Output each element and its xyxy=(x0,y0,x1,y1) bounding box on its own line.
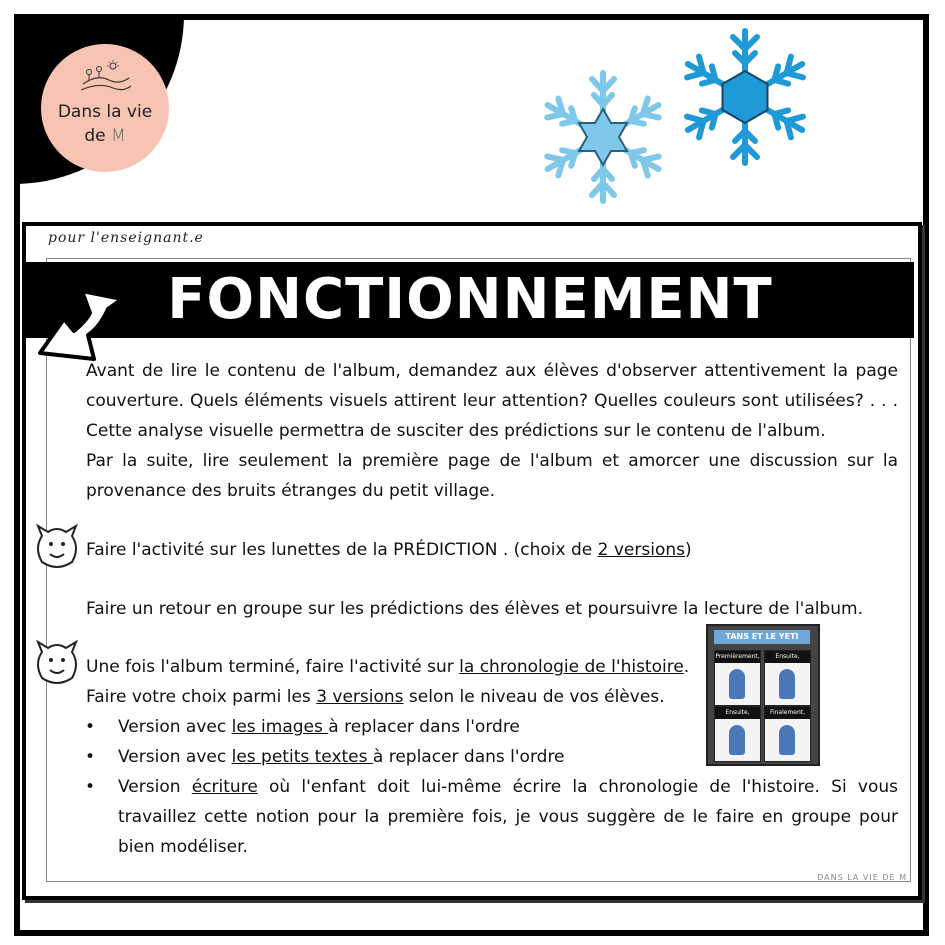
retour-line: Faire un retour en groupe sur les prédictions des élèves et poursuivre la lecture de l'album. xyxy=(86,599,864,619)
photo-cell-label: Ensuite, xyxy=(715,707,760,719)
photo-header: TANS ET LE YETI xyxy=(714,630,810,644)
intro-line-5: provenance des bruits étranges du petit village. xyxy=(86,481,496,501)
logo-badge xyxy=(41,44,169,172)
teacher-label: pour l'enseignant.e xyxy=(48,230,204,246)
activity1-versions-link: 2 versions xyxy=(597,540,685,560)
photo-cell-label: Premièrement, xyxy=(715,651,760,663)
logo-line2 xyxy=(41,124,169,148)
bullet-dot: • xyxy=(85,777,96,797)
activity2-line-1 xyxy=(86,652,696,682)
ecriture-link: écriture xyxy=(191,777,258,797)
bullet3-line-2: travaillez cette notion pour la première fois, je vous suggère de le faire en groupe pour xyxy=(118,807,898,827)
activity1-suffix: ) xyxy=(684,540,692,560)
landscape-icon xyxy=(79,60,131,96)
bullet-dot: • xyxy=(85,747,96,767)
bullet2-prefix: Version avec xyxy=(118,747,232,767)
photo-cell xyxy=(714,706,761,762)
bullet-dot: • xyxy=(85,717,96,737)
photo-cell-label: Ensuite, xyxy=(765,651,810,663)
bullet-item xyxy=(118,712,698,742)
bullet1-prefix: Version avec xyxy=(118,717,232,737)
intro-line-3: Cette analyse visuelle permettra de susciter des prédictions sur le contenu de l'album. xyxy=(86,421,826,441)
photo-cell-label: Finalement, xyxy=(765,707,810,719)
photo-cell xyxy=(764,706,811,762)
yeti-figure xyxy=(779,725,795,755)
activity-photo xyxy=(706,624,820,766)
bullet1-suffix: à replacer dans l'ordre xyxy=(328,717,520,737)
activity2-line2-prefix: Faire votre choix parmi les xyxy=(86,687,317,707)
photo-cell xyxy=(714,650,761,706)
logo-line2-prefix: de xyxy=(84,126,111,146)
yeti-face-icon xyxy=(32,522,82,572)
activity1-line xyxy=(86,535,786,565)
yeti-figure xyxy=(729,669,745,699)
snowflake-dark-icon xyxy=(655,25,835,170)
footer-credit: DANS LA VIE DE M xyxy=(817,873,907,882)
activity1-prefix: Faire l'activité sur les lunettes de la PRÉDICTION . (choix de xyxy=(86,540,598,560)
activity2-line-2 xyxy=(86,682,696,712)
bullet-item xyxy=(118,772,898,802)
logo-line1: Dans la vie xyxy=(57,102,153,122)
bullet3-suffix: où l'enfant doit lui-même écrire la chronologie de l'histoire. Si vous xyxy=(257,777,898,797)
intro-line-2: couverture. Quels éléments visuels attirent leur attention? Quelles couleurs sont utilisées? . . . xyxy=(86,391,898,411)
bullet-item xyxy=(118,742,698,772)
snowflake-light-icon xyxy=(528,65,678,210)
yeti-figure xyxy=(729,725,745,755)
logo-m: M xyxy=(110,126,126,146)
intro-line-4: Par la suite, lire seulement la première page de l'album et amorcer une discussion sur la xyxy=(86,451,898,471)
activity2-line2-suffix: selon le niveau de vos élèves. xyxy=(403,687,665,707)
activity2-line1-prefix: Une fois l'album terminé, faire l'activité sur xyxy=(86,657,460,677)
page-title: FONCTIONNEMENT xyxy=(167,267,773,332)
chronologie-link: la chronologie de l'histoire xyxy=(459,657,684,677)
images-link: les images xyxy=(231,717,329,737)
bullet3-line-3: bien modéliser. xyxy=(118,837,248,857)
bullet2-suffix: à replacer dans l'ordre xyxy=(372,747,565,767)
photo-cell xyxy=(764,650,811,706)
yeti-figure xyxy=(779,669,795,699)
versions-link: 3 versions xyxy=(316,687,404,707)
activity2-line1-suffix: . xyxy=(683,657,690,677)
intro-line-1: Avant de lire le contenu de l'album, demandez aux élèves d'observer attentivement la page xyxy=(86,361,898,381)
logo-text xyxy=(41,100,169,148)
title-band xyxy=(26,262,914,338)
bullet3-prefix: Version xyxy=(118,777,192,797)
petits-textes-link: les petits textes xyxy=(231,747,373,767)
yeti-face-icon xyxy=(32,638,82,688)
